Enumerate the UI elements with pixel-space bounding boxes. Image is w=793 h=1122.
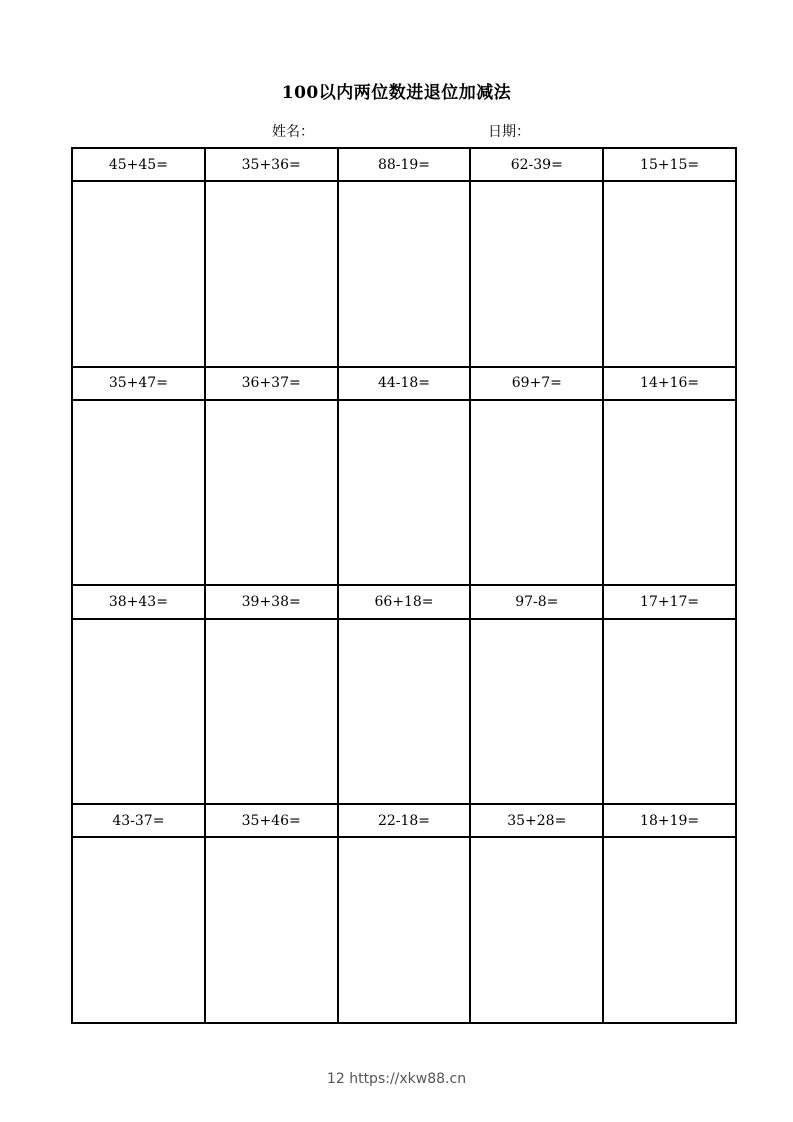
work-area[interactable]: [603, 400, 736, 585]
problem-cell: 14+16=: [603, 367, 736, 400]
work-area[interactable]: [470, 400, 603, 585]
problem-cell: 66+18=: [338, 585, 471, 618]
problem-cell: 62-39=: [470, 148, 603, 181]
date-label: 日期：: [488, 124, 530, 140]
name-label: 姓名：: [272, 124, 314, 140]
work-area[interactable]: [338, 400, 471, 585]
footer-url[interactable]: https://xkw88.cn: [349, 1071, 467, 1087]
problem-cell: 22-18=: [338, 804, 471, 837]
problem-cell: 17+17=: [603, 585, 736, 618]
page-title: 100以内两位数进退位加减法: [281, 83, 512, 103]
problem-cell: 69+7=: [470, 367, 603, 400]
work-area[interactable]: [205, 837, 338, 1023]
problem-cell: 15+15=: [603, 148, 736, 181]
work-area[interactable]: [72, 181, 205, 366]
problem-cell: 43-37=: [72, 804, 205, 837]
work-area[interactable]: [72, 619, 205, 804]
problem-cell: 38+43=: [72, 585, 205, 618]
problem-cell: 35+47=: [72, 367, 205, 400]
problem-cell: 35+36=: [205, 148, 338, 181]
work-area[interactable]: [338, 181, 471, 366]
work-row-1: [72, 181, 736, 366]
problem-cell: 36+37=: [205, 367, 338, 400]
problem-cell: 35+46=: [205, 804, 338, 837]
work-area[interactable]: [603, 619, 736, 804]
work-area[interactable]: [72, 400, 205, 585]
work-area[interactable]: [72, 837, 205, 1023]
page-footer: [0, 1071, 793, 1087]
work-area[interactable]: [338, 837, 471, 1023]
work-area[interactable]: [470, 837, 603, 1023]
problem-row-4: [72, 804, 736, 837]
problem-row-2: [72, 367, 736, 400]
work-row-2: [72, 400, 736, 585]
work-row-4: [72, 837, 736, 1023]
problem-cell: 39+38=: [205, 585, 338, 618]
work-area[interactable]: [470, 181, 603, 366]
work-area[interactable]: [205, 400, 338, 585]
work-row-3: [72, 619, 736, 804]
problem-cell: 88-19=: [338, 148, 471, 181]
work-area[interactable]: [205, 181, 338, 366]
page-number: 12: [326, 1071, 345, 1087]
work-area[interactable]: [603, 181, 736, 366]
work-area[interactable]: [470, 619, 603, 804]
work-area[interactable]: [205, 619, 338, 804]
work-area[interactable]: [603, 837, 736, 1023]
problem-cell: 35+28=: [470, 804, 603, 837]
problem-row-3: [72, 585, 736, 618]
work-area[interactable]: [338, 619, 471, 804]
problem-cell: 45+45=: [72, 148, 205, 181]
worksheet-grid: [71, 147, 737, 1024]
problem-cell: 18+19=: [603, 804, 736, 837]
problem-cell: 97-8=: [470, 585, 603, 618]
problem-row-1: [72, 148, 736, 181]
problem-cell: 44-18=: [338, 367, 471, 400]
